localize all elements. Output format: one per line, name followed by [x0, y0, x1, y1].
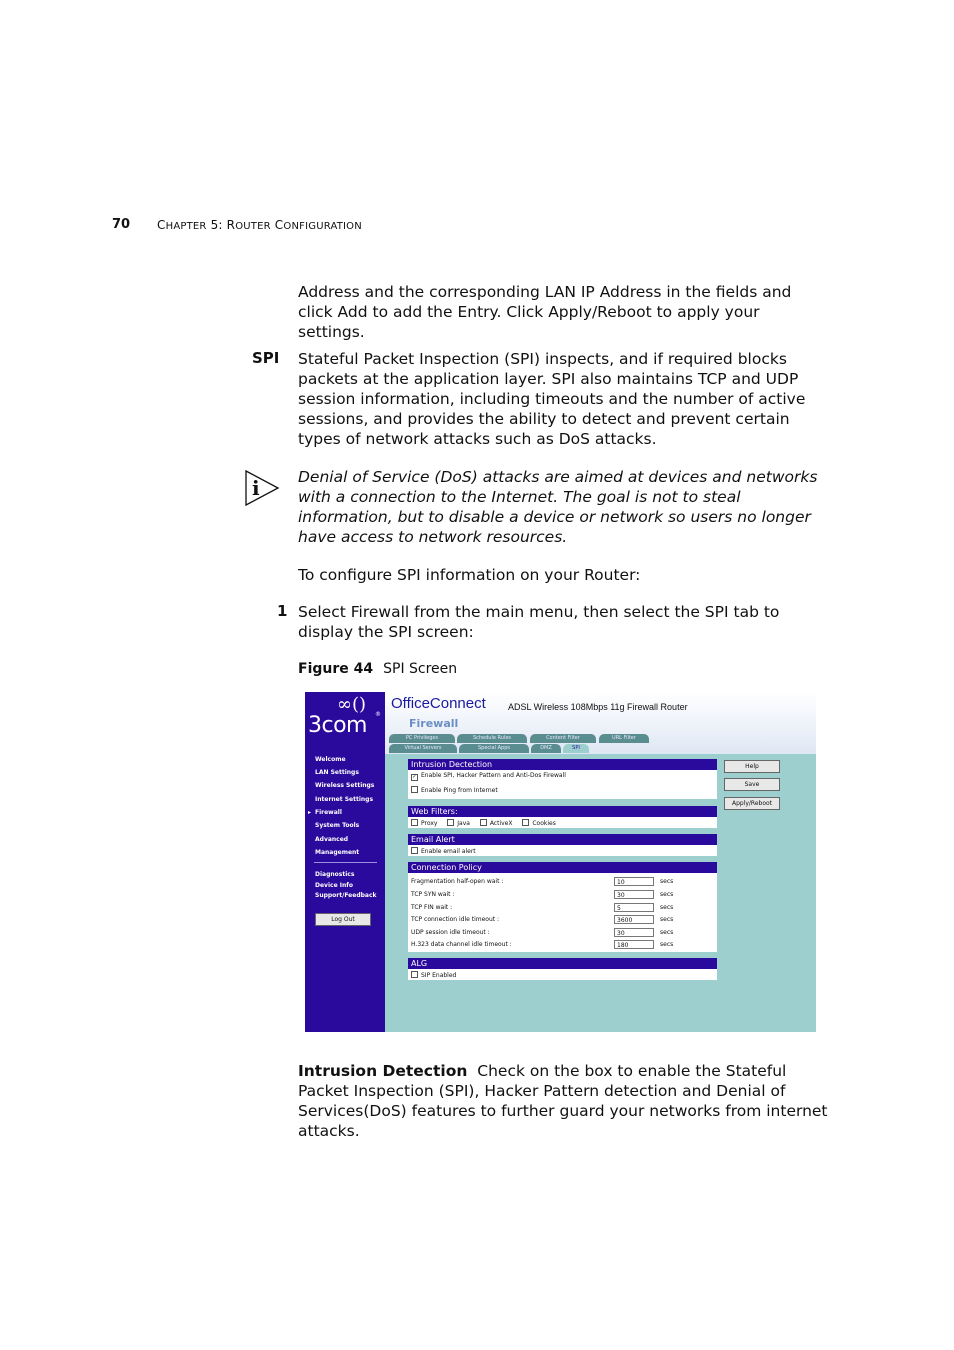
- fin-label: TCP FIN wait :: [411, 904, 453, 911]
- section-title: Firewall: [409, 717, 459, 730]
- tcp-idle-input[interactable]: 3600: [614, 915, 654, 924]
- intrusion-detection-paragraph: [298, 1061, 828, 1141]
- email-alert-title: Email Alert: [408, 834, 717, 845]
- syn-input[interactable]: 30: [614, 890, 654, 899]
- cookies-checkbox[interactable]: [522, 819, 529, 826]
- email-alert-panel: [408, 834, 717, 856]
- udp-idle-label: UDP session idle timeout :: [411, 929, 490, 936]
- alg-title: ALG: [408, 958, 717, 969]
- proxy-checkbox[interactable]: [411, 819, 418, 826]
- spi-paragraph: Stateful Packet Inspection (SPI) inspects, and if required blocks packets at the application layer. SPI also maintains TCP and UDP session information, including timeouts and the number of active sessions, and provides the ability to detect and prevent certain types of network attacks such as DoS attacks.: [298, 350, 806, 448]
- activex-label: ActiveX: [489, 820, 513, 827]
- ping-checkbox[interactable]: [411, 786, 418, 793]
- nav-support-feedback[interactable]: Support/Feedback: [315, 892, 377, 899]
- tcp-idle-label: TCP connection idle timeout :: [411, 916, 500, 923]
- tab-dmz[interactable]: DMZ: [531, 744, 561, 753]
- brand-name: OfficeConnect: [391, 695, 486, 712]
- sip-checkbox[interactable]: [411, 971, 418, 978]
- intrusion-detection-text: Check on the box to enable the Stateful Packet Inspection (SPI), Hacker Pattern detection and Denial of Services(DoS) features to further guard your networks from internet attacks.: [298, 1062, 828, 1140]
- h323-unit: secs: [660, 941, 674, 948]
- udp-idle-unit: secs: [660, 929, 674, 936]
- java-checkbox[interactable]: [447, 819, 454, 826]
- page-number: 70: [112, 217, 131, 232]
- nav-advanced[interactable]: Advanced: [315, 836, 349, 843]
- nav-wireless-settings[interactable]: Wireless Settings: [315, 782, 375, 789]
- configure-paragraph: To configure SPI information on your Router:: [298, 566, 641, 584]
- save-button[interactable]: Save: [724, 778, 780, 791]
- tab-spi[interactable]: SPI: [563, 744, 589, 753]
- nav-welcome[interactable]: Welcome: [315, 756, 346, 763]
- email-alert-checkbox[interactable]: [411, 847, 418, 854]
- spi-option-label: Enable SPI, Hacker Pattern and Anti-Dos Firewall: [421, 772, 566, 779]
- nav-device-info[interactable]: Device Info: [315, 882, 353, 889]
- log-out-button[interactable]: Log Out: [315, 913, 371, 926]
- tcp-idle-unit: secs: [660, 916, 674, 923]
- frag-label: Fragmentation half-open wait :: [411, 878, 504, 885]
- tab-content-filter[interactable]: Content Filter: [530, 734, 596, 743]
- frag-input[interactable]: 10: [614, 877, 654, 886]
- registered-icon: ®: [375, 711, 381, 718]
- 3com-logo-icon: ∞(): [337, 694, 367, 715]
- connection-policy-panel: [408, 862, 717, 952]
- tab-url-filter[interactable]: URL Filter: [599, 734, 649, 743]
- spi-screenshot: [305, 692, 816, 1032]
- figure-label: Figure 44: [298, 661, 374, 677]
- nav-sidebar: [305, 692, 385, 1032]
- web-filters-panel: [408, 806, 717, 828]
- h323-label: H.323 data channel idle timeout :: [411, 941, 512, 948]
- tab-virtual-servers[interactable]: Virtual Servers: [389, 744, 457, 753]
- alg-panel: [408, 958, 717, 980]
- cookies-label: Cookies: [532, 820, 556, 827]
- activex-checkbox[interactable]: [480, 819, 487, 826]
- fin-input[interactable]: 5: [614, 903, 654, 912]
- udp-idle-input[interactable]: 30: [614, 928, 654, 937]
- tab-special-apps[interactable]: Special Apps: [459, 744, 529, 753]
- tab-pc-privileges[interactable]: PC Privileges: [389, 734, 455, 743]
- tab-schedule-rules[interactable]: Schedule Rules: [457, 734, 527, 743]
- intrusion-title: Intrusion Dectection: [408, 759, 717, 770]
- connection-policy-title: Connection Policy: [408, 862, 717, 873]
- step-text: Select Firewall from the main menu, then select the SPI tab to display the SPI screen:: [298, 603, 780, 641]
- proxy-label: Proxy: [421, 820, 438, 827]
- intro-paragraph: Address and the corresponding LAN IP Address in the fields and click Add to add the Entry. Click Apply/Reboot to apply your settings.: [298, 283, 792, 341]
- note-paragraph: Denial of Service (DoS) attacks are aimed at devices and networks with a connection to the Internet. The goal is not to steal information, but to disable a device or network so users no longer have access to network resources.: [298, 468, 818, 546]
- nav-lan-settings[interactable]: LAN Settings: [315, 769, 359, 776]
- frag-unit: secs: [660, 878, 674, 885]
- spi-heading: SPI: [252, 349, 280, 367]
- svg-text:i: i: [252, 476, 260, 500]
- help-button[interactable]: Help: [724, 760, 780, 773]
- nav-divider: [314, 862, 377, 863]
- figure-caption: [298, 661, 457, 677]
- nav-system-tools[interactable]: System Tools: [315, 822, 360, 829]
- intrusion-detection-term: Intrusion Detection: [298, 1062, 468, 1080]
- nav-diagnostics[interactable]: Diagnostics: [315, 871, 355, 878]
- java-label: Java: [457, 820, 470, 827]
- step-number: 1: [277, 602, 288, 620]
- spi-checkbox[interactable]: ✓: [412, 774, 417, 780]
- nav-management[interactable]: Management: [315, 849, 360, 856]
- syn-label: TCP SYN wait :: [411, 891, 455, 898]
- chapter-title: CHAPTER 5: ROUTER CONFIGURATION: [157, 218, 362, 232]
- nav-firewall[interactable]: Firewall: [315, 809, 342, 816]
- figure-title: SPI Screen: [383, 661, 458, 677]
- sip-label: SIP Enabled: [421, 972, 457, 979]
- active-arrow-icon: ▸: [308, 809, 312, 816]
- info-icon: [244, 469, 280, 507]
- fin-unit: secs: [660, 904, 674, 911]
- h323-input[interactable]: 180: [614, 940, 654, 949]
- syn-unit: secs: [660, 891, 674, 898]
- intrusion-panel: [408, 759, 717, 799]
- web-filters-title: Web Filters:: [408, 806, 717, 817]
- apply-reboot-button[interactable]: Apply/Reboot: [724, 797, 780, 810]
- brand-subtitle: ADSL Wireless 108Mbps 11g Firewall Router: [508, 702, 688, 712]
- email-alert-label: Enable email alert: [421, 848, 476, 855]
- nav-internet-settings[interactable]: Internet Settings: [315, 796, 374, 803]
- logo-text: 3com: [308, 713, 367, 738]
- ping-option-label: Enable Ping from Internet: [421, 787, 498, 794]
